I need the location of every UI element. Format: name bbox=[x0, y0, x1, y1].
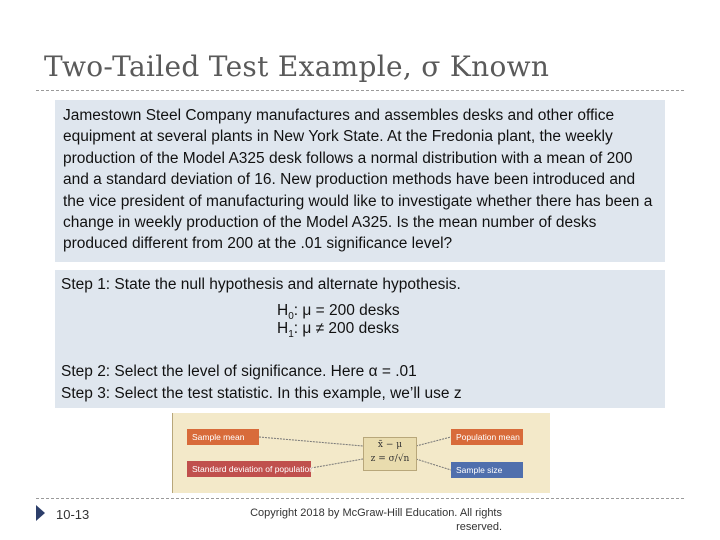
std-dev-population-label: Standard deviation of population bbox=[187, 461, 311, 477]
population-mean-label: Population mean bbox=[451, 429, 523, 445]
footer-divider bbox=[36, 498, 684, 499]
problem-statement: Jamestown Steel Company manufactures and assembles desks and other office equipment at several plants in New York State. At the Fredonia plant, the weekly production of the Model A325 desk follows a normal distribution with a mean of 200 and a standard deviation of 16. New production methods have been introduced and the vice president of manufacturing would like to investigate whether there has been a change in weekly production of the Model A325. Is the mean number of desks produced different from 200 at the .01 significance level? bbox=[55, 100, 665, 262]
copyright-notice: Copyright 2018 by McGraw-Hill Education. All rights reserved. bbox=[250, 507, 502, 533]
sample-size-label: Sample size bbox=[451, 462, 523, 478]
steps-panel bbox=[55, 270, 665, 408]
step-1-text: Step 1: State the null hypothesis and alternate hypothesis. bbox=[61, 276, 461, 293]
z-formula bbox=[363, 437, 417, 471]
bullet-arrow-icon bbox=[36, 505, 45, 521]
diagram-connector-lines bbox=[173, 413, 550, 493]
z-formula-diagram bbox=[172, 413, 550, 493]
page-number: 10-13 bbox=[56, 507, 90, 522]
null-hypothesis: $H_0$: μ = 200 desks bbox=[277, 302, 400, 323]
z-formula-denominator: z = σ/√n bbox=[370, 454, 410, 464]
slide-title: Two-Tailed Test Example, σ Known bbox=[44, 50, 550, 83]
alternate-hypothesis: $H_1$: μ ≠ 200 desks bbox=[277, 320, 400, 341]
title-divider bbox=[36, 90, 684, 91]
z-formula-numerator: x̄ − μ bbox=[377, 440, 403, 450]
step-3-text: Step 3: Select the test statistic. In this example, we’ll use z bbox=[61, 385, 462, 402]
sample-mean-label: Sample mean bbox=[187, 429, 259, 445]
step-2-text: Step 2: Select the level of significance. Here α = .01 bbox=[61, 363, 417, 380]
